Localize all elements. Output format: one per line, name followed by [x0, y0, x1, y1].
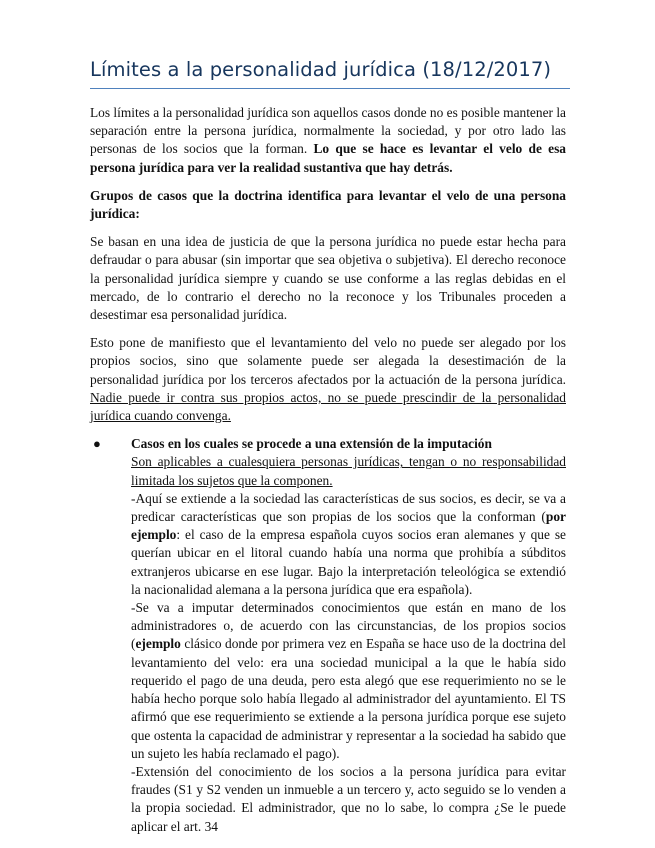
- manifest-underlined-text: Nadie puede ir contra sus propios actos, no se puede prescindir de la personalidad jurídica cuando convenga.: [90, 389, 566, 424]
- paragraph-justice: Se basan en una idea de justicia de que la persona jurídica no puede estar hecha para defraudar o para abusar (sin importar que sea objetiva o subjetiva). El derecho reconoce la personalidad jurídica siempre y cuando se use conforme a las reglas debidas en el mercado, de lo contrario el derecho no la reconoce y los Tribunales proceden a desestimar esa personalidad jurídica.: [90, 234, 566, 323]
- bullet-heading: Casos en los cuales se procede a una extensión de la imputación: [131, 436, 492, 452]
- case1-text-a: -Aquí se extiende a la sociedad las características de sus socios, es decir, se va a predicar características que son propias de los socios que la conforman (: [131, 490, 566, 525]
- case1-bold: por ejemplo: [131, 509, 566, 543]
- paragraph-intro: [90, 104, 566, 177]
- case2-bold: ejemplo: [135, 636, 181, 652]
- case2-text-b: clásico donde por primera vez en España se hace uso de la doctrina del levantamiento del velo: era una sociedad municipal a la que le había sido requerido el pago de una deuda, pero esta alegó que ese requerimiento no se le había hecho porque solo había llegado al administrador del ayuntamiento. El TS afirmó que ese requerimiento se extiende a la persona jurídica porque ese sujeto que ostenta la capacidad de administrar y representar a la sociedad ha sabido que un sujeto les había reclamado el pago).: [131, 636, 566, 761]
- case1-text-b: : el caso de la empresa española cuyos socios eran alemanes y que se querían ubicar en el litoral cuando había una norma que prohibía a súbditos extranjeros ubicarse en ese lugar. Bajo la interpretación teleológica se extendió la nacionalidad alemana a la persona jurídica que era española).: [131, 527, 566, 597]
- list-item: [90, 435, 566, 835]
- bullet-icon: ●: [93, 436, 101, 452]
- page-title: Límites a la personalidad jurídica (18/12/2017): [90, 58, 552, 81]
- intro-text: Los límites a la personalidad jurídica son aquellos casos donde no es posible mantener la separación entre la persona jurídica, normalmente la sociedad, y por otro lado las personas de los socios que la forman.: [90, 105, 566, 157]
- manifest-text: Esto pone de manifiesto que el levantamiento del velo no puede ser alegado por los propios socios, sino que solamente puede ser alegada la desestimación de la personalidad jurídica por los terceros afectados por la actuación de la persona jurídica.: [90, 335, 566, 387]
- case-nationality: [131, 490, 566, 599]
- case2-text-a: -Se va a imputar determinados conocimientos que están en mano de los administradores o, de acuerdo con las circunstancias, de los propios socios (: [131, 600, 566, 652]
- case-fraud: -Extensión del conocimiento de los socios a la persona jurídica para evitar fraudes (S1 y S2 venden un inmueble a un tercero y, acto seguido se lo venden a la propia sociedad. El administrador, que no lo sabe, lo compra ¿Se le puede aplicar el art. 34: [131, 763, 566, 834]
- bullet-body: [131, 453, 566, 835]
- paragraph-groups-heading: Grupos de casos que la doctrina identifica para levantar el velo de una persona jurídica:: [90, 187, 566, 222]
- bullet-intro-underlined: Son aplicables a cualesquiera personas jurídicas, tengan o no responsabilidad limitada los sujetos que la componen.: [131, 454, 566, 488]
- paragraph-manifest: [90, 334, 566, 425]
- intro-bold-text: Lo que se hace es levantar el velo de esa persona jurídica para ver la realidad sustantiva que hay detrás.: [90, 141, 567, 175]
- title-underline-rule: [90, 88, 570, 89]
- case-knowledge: [131, 599, 566, 763]
- bullet-list: [90, 435, 566, 835]
- document-body: [90, 104, 566, 836]
